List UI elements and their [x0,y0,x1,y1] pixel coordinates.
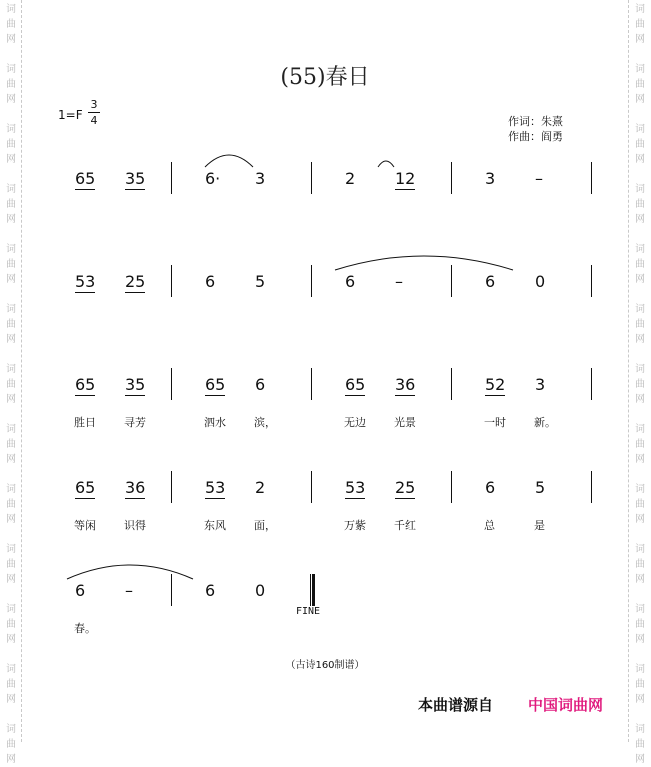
barline [311,162,312,194]
watermark-char: 网 [635,274,645,285]
watermark-char: 曲 [6,619,16,630]
lyric: 无边 [344,416,366,429]
watermark-group [0,2,22,47]
watermark-group [629,722,651,767]
lyricist-credit: 作词：朱熹 [508,115,563,128]
watermark-char: 网 [635,514,645,525]
watermark-char: 词 [635,64,645,75]
watermark-char: 词 [6,4,16,15]
note: 3 [535,375,546,394]
right-watermark-strip [628,0,650,765]
source-label: 本曲谱源自 [418,696,494,714]
watermark-group [629,242,651,287]
barline [451,162,452,194]
note: 65 [75,169,96,188]
note: 3 [485,169,496,188]
time-signature [88,98,100,127]
watermark-char: 词 [6,424,16,435]
watermark-group [0,242,22,287]
note: 53 [75,272,96,291]
watermark-char: 网 [635,634,645,645]
note: 36 [125,478,146,497]
watermark-char: 词 [635,184,645,195]
watermark-char: 词 [6,244,16,255]
final-barline [310,574,315,606]
watermark-char: 曲 [6,379,16,390]
watermark-char: 词 [6,544,16,555]
watermark-char: 曲 [635,379,645,390]
lyric: 面， [254,519,276,532]
lyric: 千红 [394,519,416,532]
watermark-char: 词 [635,724,645,735]
watermark-char: 词 [6,64,16,75]
watermark-group [629,182,651,227]
watermark-char: 曲 [6,439,16,450]
watermark-group [0,722,22,767]
note: 6· [205,169,221,188]
note: 6 [255,375,266,394]
note: – [395,272,403,291]
note: 6 [75,581,86,600]
watermark-char: 词 [635,244,645,255]
watermark-char: 网 [6,274,16,285]
arranger-note: （古诗160制谱） [285,660,365,671]
key-signature: 1=F [58,108,83,122]
note: 35 [125,169,146,188]
note: 36 [395,375,416,394]
note: 6 [205,581,216,600]
barline [171,265,172,297]
watermark-group [0,542,22,587]
left-watermark-strip [0,0,22,765]
barline [311,265,312,297]
time-signature-top: 3 [90,98,98,111]
note: 65 [75,375,96,394]
watermark-group [0,122,22,167]
lyric: 滨， [254,416,276,429]
watermark-char: 网 [635,574,645,585]
watermark-char: 曲 [635,679,645,690]
barline [311,368,312,400]
lyric: 万紫 [344,519,366,532]
watermark-char: 曲 [635,19,645,30]
watermark-char: 曲 [635,319,645,330]
barline [591,368,592,400]
watermark-char: 网 [635,334,645,345]
slur-line5 [66,564,194,580]
watermark-char: 曲 [635,619,645,630]
lyric: 东风 [204,519,226,532]
watermark-char: 网 [6,454,16,465]
watermark-char: 网 [6,334,16,345]
watermark-char: 曲 [635,199,645,210]
watermark-char: 词 [635,424,645,435]
watermark-char: 词 [6,724,16,735]
watermark-char: 曲 [635,79,645,90]
watermark-char: 词 [635,124,645,135]
note: 5 [255,272,266,291]
note: 52 [485,375,506,394]
lyric: 光景 [394,416,416,429]
barline [171,368,172,400]
watermark-char: 词 [6,664,16,675]
lyric: 新。 [534,416,556,429]
watermark-char: 网 [6,514,16,525]
watermark-char: 网 [635,754,645,765]
watermark-char: 词 [635,664,645,675]
lyric: 春。 [74,622,96,635]
watermark-char: 曲 [635,139,645,150]
watermark-group [629,542,651,587]
watermark-char: 曲 [635,259,645,270]
watermark-char: 词 [635,304,645,315]
watermark-char: 曲 [6,319,16,330]
watermark-char: 词 [635,604,645,615]
watermark-char: 曲 [6,739,16,750]
note: 6 [485,478,496,497]
barline [171,471,172,503]
watermark-char: 曲 [6,559,16,570]
watermark-char: 曲 [6,139,16,150]
lyric: 总 [484,519,495,532]
note: 12 [395,169,416,188]
watermark-char: 网 [6,694,16,705]
note: 65 [205,375,226,394]
watermark-group [0,362,22,407]
watermark-char: 词 [635,4,645,15]
watermark-char: 词 [6,124,16,135]
watermark-char: 网 [635,694,645,705]
barline [311,471,312,503]
watermark-group [629,2,651,47]
note: 35 [125,375,146,394]
lyric: 一时 [484,416,506,429]
watermark-char: 曲 [6,679,16,690]
watermark-char: 词 [6,484,16,495]
watermark-char: 词 [6,184,16,195]
watermark-group [0,302,22,347]
watermark-group [0,182,22,227]
watermark-char: 网 [6,94,16,105]
lyric: 泗水 [204,416,226,429]
page-title: (55)春日 [280,65,370,90]
lyric: 识得 [124,519,146,532]
watermark-char: 网 [635,94,645,105]
lyric: 是 [534,519,545,532]
watermark-char: 曲 [6,79,16,90]
note: – [535,169,543,188]
note: 3 [255,169,266,188]
watermark-char: 网 [6,214,16,225]
watermark-char: 词 [6,364,16,375]
watermark-char: 网 [635,34,645,45]
watermark-char: 网 [6,154,16,165]
watermark-group [629,422,651,467]
barline [591,265,592,297]
note: 65 [75,478,96,497]
barline [591,471,592,503]
slur-line1-m3 [377,160,395,168]
lyric: 等闲 [74,519,96,532]
note: 6 [485,272,496,291]
watermark-group [629,122,651,167]
note: 2 [345,169,356,188]
watermark-char: 网 [6,634,16,645]
barline [451,471,452,503]
lyric: 寻芳 [124,416,146,429]
watermark-char: 曲 [6,259,16,270]
note: 5 [535,478,546,497]
note: – [125,581,133,600]
fine-marker: FINE [296,606,321,617]
watermark-char: 词 [635,544,645,555]
watermark-char: 网 [6,574,16,585]
note: 53 [205,478,226,497]
watermark-char: 曲 [635,499,645,510]
watermark-char: 网 [635,394,645,405]
note: 6 [345,272,356,291]
watermark-group [0,482,22,527]
watermark-char: 网 [6,394,16,405]
slur-line2-m3-m4 [334,255,514,271]
watermark-char: 网 [635,214,645,225]
note: 0 [255,581,266,600]
watermark-group [0,602,22,647]
barline [591,162,592,194]
barline [451,368,452,400]
watermark-char: 词 [6,304,16,315]
watermark-char: 曲 [635,439,645,450]
watermark-char: 网 [6,34,16,45]
watermark-char: 网 [635,454,645,465]
watermark-group [629,482,651,527]
slur-line1-m2 [204,154,254,168]
watermark-char: 词 [6,604,16,615]
watermark-char: 网 [6,754,16,765]
credits [508,114,563,144]
barline [171,162,172,194]
watermark-char: 曲 [635,559,645,570]
note: 25 [125,272,146,291]
note: 2 [255,478,266,497]
note: 6 [205,272,216,291]
watermark-char: 曲 [6,499,16,510]
watermark-char: 曲 [635,739,645,750]
note: 25 [395,478,416,497]
note: 53 [345,478,366,497]
watermark-group [629,602,651,647]
watermark-group [629,362,651,407]
composer-credit: 作曲：阎勇 [508,130,563,143]
watermark-char: 网 [635,154,645,165]
lyric: 胜日 [74,416,96,429]
watermark-group [629,302,651,347]
watermark-char: 曲 [6,199,16,210]
note: 0 [535,272,546,291]
watermark-char: 曲 [6,19,16,30]
source-brand: 中国词曲网 [528,696,604,714]
watermark-char: 词 [635,364,645,375]
watermark-group [0,422,22,467]
time-signature-bottom: 4 [90,114,98,127]
note: 65 [345,375,366,394]
watermark-char: 词 [635,484,645,495]
